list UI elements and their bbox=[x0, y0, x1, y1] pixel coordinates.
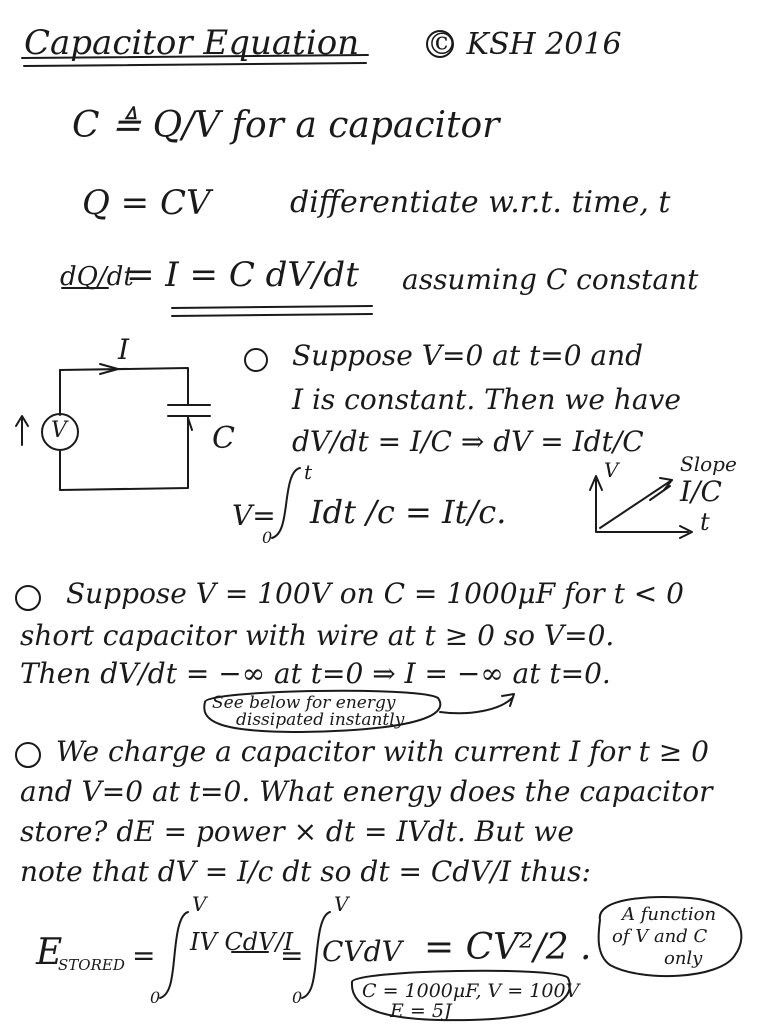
circuit-current-label: I bbox=[118, 333, 130, 366]
constant-assumption-note: assuming C constant bbox=[402, 263, 699, 296]
vt-graph bbox=[590, 476, 692, 538]
case2-bubble-line1: See below for energy bbox=[212, 693, 396, 713]
case3-line1: We charge a capacitor with current I for t ≥ 0 bbox=[56, 735, 709, 768]
eq1-upper-limit: V bbox=[192, 892, 207, 916]
circuit-capacitor-label: C bbox=[212, 421, 235, 456]
eq1-body: IV CdV/I bbox=[190, 928, 294, 956]
case3-marker-circle bbox=[16, 743, 40, 767]
case1-marker bbox=[247, 349, 248, 350]
capacitance-definition: C ≜ Q/V for a capacitor bbox=[72, 105, 500, 146]
case2-marker bbox=[18, 588, 19, 589]
case1-line2: I is constant. Then we have bbox=[292, 383, 681, 416]
energy-label: E bbox=[36, 932, 63, 973]
differentiate-note: differentiate w.r.t. time, t bbox=[290, 185, 671, 220]
page-title: Capacitor Equation bbox=[24, 23, 360, 63]
case2-line1: Suppose V = 100V on C = 1000μF for t < 0 bbox=[66, 577, 684, 610]
function-bubble-line3: only bbox=[664, 948, 703, 969]
case3-line2: and V=0 at t=0. What energy does the capacitor bbox=[20, 775, 713, 808]
eq-underline-1 bbox=[172, 306, 372, 308]
graph-slope-value: I/C bbox=[680, 475, 722, 508]
case1-line3: dV/dt = I/C ⇒ dV = Idt/C bbox=[292, 425, 644, 458]
case2-line2: short capacitor with wire at t ≥ 0 so V=0. bbox=[20, 619, 615, 652]
eq2-upper-limit: V bbox=[334, 892, 349, 916]
circuit-source-label: V bbox=[51, 418, 67, 443]
case1-integral-body: Idt /c = It/c. bbox=[310, 493, 507, 531]
integral-sign-1 bbox=[272, 468, 300, 538]
energy-equals-2: = bbox=[280, 939, 304, 972]
copyright-text: © KSH 2016 bbox=[427, 27, 622, 62]
current-equation-lhs: dQ/dt bbox=[60, 262, 134, 292]
case3-line4: note that dV = I/c dt so dt = CdV/I thus: bbox=[20, 855, 591, 888]
case1-marker-circle bbox=[245, 349, 267, 371]
case1-integral-lower: 0 bbox=[262, 528, 273, 547]
integral-sign-2 bbox=[160, 912, 188, 998]
eq2-lower-limit: 0 bbox=[292, 988, 303, 1007]
case1-integral-lhs: V= bbox=[232, 499, 276, 532]
graph-x-label: t bbox=[700, 508, 710, 536]
case2-bubble-arrow bbox=[440, 698, 512, 713]
energy-result: = CV²/2 . bbox=[424, 927, 592, 968]
case2-bubble-line2: dissipated instantly bbox=[236, 710, 405, 730]
eq-underline-2 bbox=[172, 314, 372, 316]
eq1-lower-limit: 0 bbox=[150, 988, 161, 1007]
case3-line3: store? dE = power × dt = IVdt. But we bbox=[20, 815, 574, 848]
example-bubble-line1: C = 1000μF, V = 100V bbox=[362, 980, 580, 1002]
graph-y-label: V bbox=[604, 458, 619, 482]
case1-line1: Suppose V=0 at t=0 and bbox=[292, 339, 644, 372]
title-underline-2 bbox=[24, 63, 366, 66]
energy-subscript: STORED bbox=[58, 956, 125, 974]
case1-integral-upper: t bbox=[304, 460, 313, 484]
eq2-body: CVdV bbox=[322, 935, 402, 968]
graph-slope-label: Slope bbox=[680, 452, 737, 476]
function-bubble-line1: A function bbox=[622, 904, 717, 925]
case2-marker-circle bbox=[16, 586, 40, 610]
case2-bubble-arrowhead bbox=[502, 694, 514, 706]
circuit-diagram bbox=[16, 364, 210, 490]
case3-marker bbox=[18, 745, 19, 746]
current-equation: = I = C dV/dt bbox=[126, 255, 359, 295]
case2-line3: Then dV/dt = −∞ at t=0 ⇒ I = −∞ at t=0. bbox=[20, 657, 611, 690]
example-bubble-line2: E = 5J bbox=[390, 1000, 452, 1022]
energy-equals-1: = bbox=[132, 939, 156, 972]
function-bubble-line2: of V and C bbox=[612, 926, 708, 947]
charge-equation: Q = CV bbox=[82, 183, 211, 223]
